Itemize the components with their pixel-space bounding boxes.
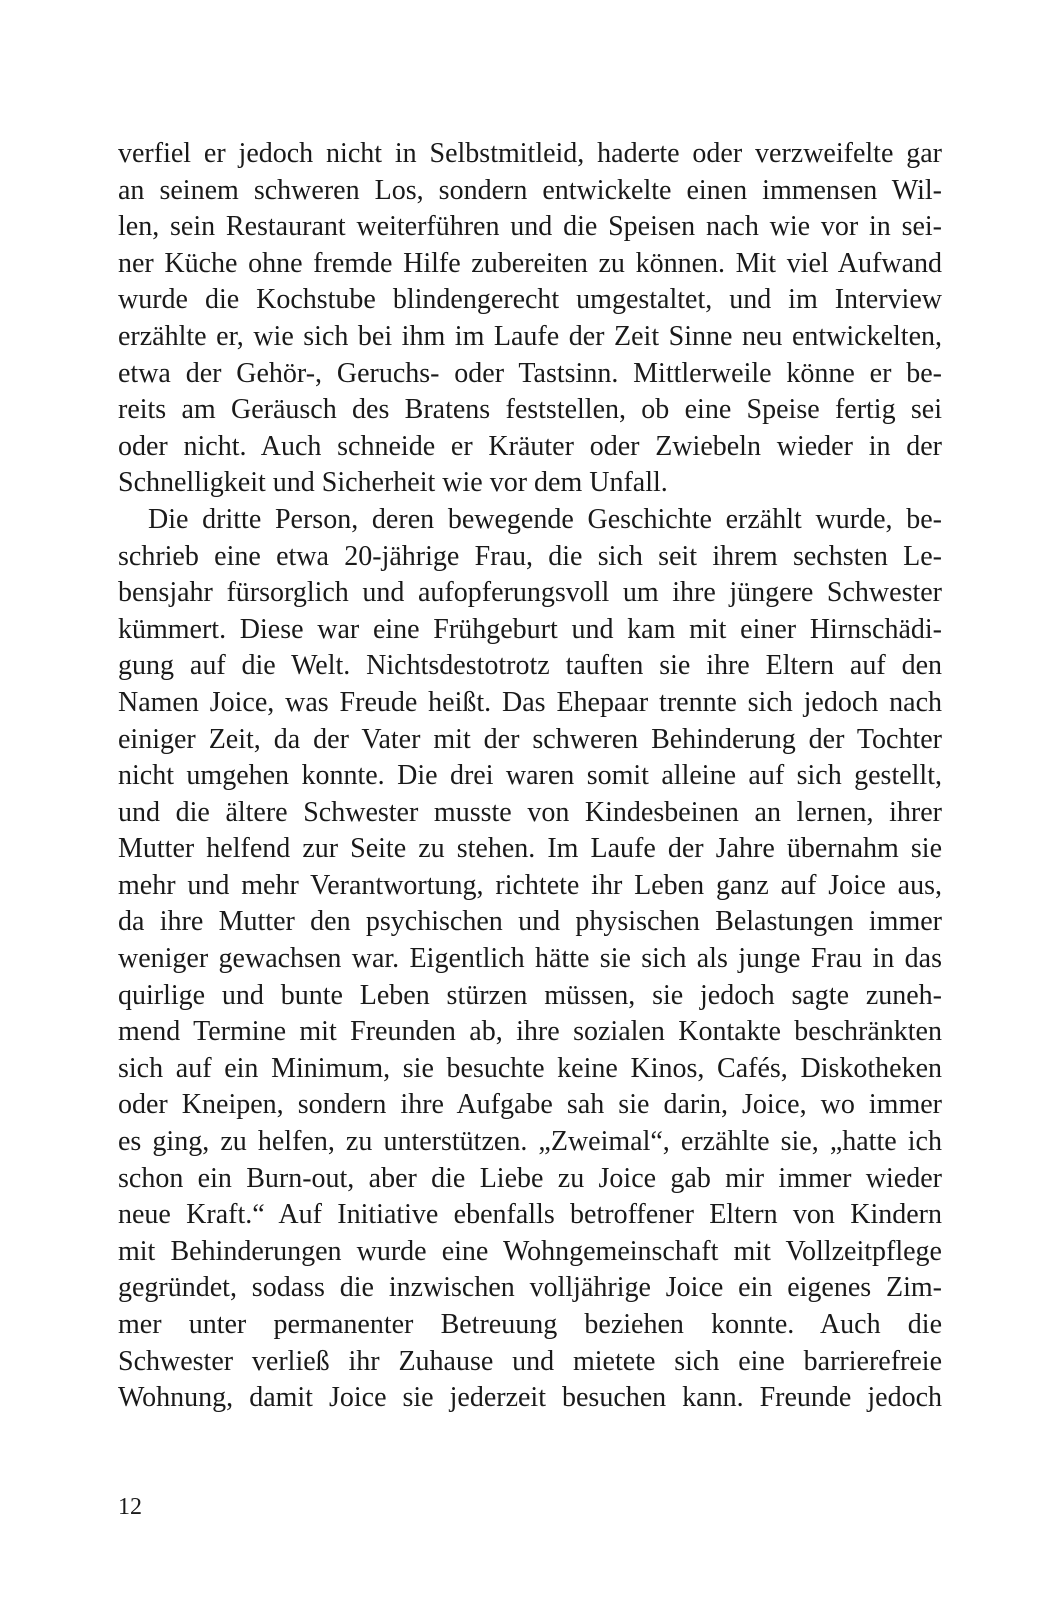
text-line: Schnelligkeit und Sicherheit wie vor dem Unfall. bbox=[118, 467, 668, 499]
text-line: an seinem schweren Los, sondern entwickelte einen immensen Wil- bbox=[118, 174, 942, 206]
paragraph bbox=[118, 502, 942, 1417]
text-line: mehr und mehr Verantwortung, richtete ihr Leben ganz auf Joice aus, bbox=[118, 869, 942, 901]
text-line: oder nicht. Auch schneide er Kräuter oder Zwiebeln wieder in der bbox=[118, 430, 942, 462]
text-line: kümmert. Diese war eine Frühgeburt und kam mit einer Hirnschädi- bbox=[118, 613, 942, 645]
text-line: mit Behinderungen wurde eine Wohngemeinschaft mit Vollzeitpflege bbox=[118, 1235, 942, 1267]
text-line: etwa der Gehör-, Geruchs- oder Tastsinn. Mittlerweile könne er be- bbox=[118, 357, 942, 389]
text-line: gegründet, sodass die inzwischen volljährige Joice ein eigenes Zim- bbox=[118, 1272, 942, 1304]
text-line: verfiel er jedoch nicht in Selbstmitleid, haderte oder verzweifelte gar bbox=[118, 138, 942, 169]
text-line: schrieb eine etwa 20-jährige Frau, die sich seit ihrem sechsten Le- bbox=[118, 540, 942, 572]
text-line: mend Termine mit Freunden ab, ihre sozialen Kontakte beschränkten bbox=[118, 1016, 942, 1048]
text-line: schon ein Burn-out, aber die Liebe zu Joice gab mir immer wieder bbox=[118, 1162, 942, 1194]
text-line: Mutter helfend zur Seite zu stehen. Im Laufe der Jahre übernahm sie bbox=[118, 833, 942, 865]
text-line: quirlige und bunte Leben stürzen müssen, sie jedoch sagte zuneh- bbox=[118, 979, 942, 1011]
text-line: erzählte er, wie sich bei ihm im Laufe der Zeit Sinne neu entwickelten, bbox=[118, 320, 942, 352]
text-line: bensjahr fürsorglich und aufopferungsvoll um ihre jüngere Schwester bbox=[118, 577, 942, 609]
page-number: 12 bbox=[118, 1494, 142, 1520]
text-line: einiger Zeit, da der Vater mit der schweren Behinderung der Tochter bbox=[118, 723, 942, 755]
text-line: weniger gewachsen war. Eigentlich hätte sie sich als junge Frau in das bbox=[118, 943, 942, 975]
text-line: Namen Joice, was Freude heißt. Das Ehepaar trennte sich jedoch nach bbox=[118, 686, 942, 718]
text-line: reits am Geräusch des Bratens feststellen, ob eine Speise fertig sei bbox=[118, 394, 942, 426]
text-line: wurde die Kochstube blindengerecht umgestaltet, und im Interview bbox=[118, 284, 942, 316]
text-line: sich auf ein Minimum, sie besuchte keine Kinos, Cafés, Diskotheken bbox=[118, 1052, 942, 1084]
text-line: Wohnung, damit Joice sie jederzeit besuchen kann. Freunde jedoch bbox=[118, 1382, 942, 1414]
text-line: nicht umgehen konnte. Die drei waren somit alleine auf sich gestellt, bbox=[118, 760, 942, 792]
text-line: ner Küche ohne fremde Hilfe zubereiten zu können. Mit viel Aufwand bbox=[118, 247, 942, 279]
text-line: neue Kraft.“ Auf Initiative ebenfalls betroffener Eltern von Kindern bbox=[118, 1199, 942, 1231]
text-line: len, sein Restaurant weiterführen und die Speisen nach wie vor in sei- bbox=[118, 211, 942, 243]
text-line: gung auf die Welt. Nichtsdestotrotz tauften sie ihre Eltern auf den bbox=[118, 650, 942, 682]
text-line: da ihre Mutter den psychischen und physischen Belastungen immer bbox=[118, 906, 942, 938]
text-line: oder Kneipen, sondern ihre Aufgabe sah sie darin, Joice, wo immer bbox=[118, 1089, 942, 1121]
body-text bbox=[118, 136, 942, 1417]
text-line: es ging, zu helfen, zu unterstützen. „Zweimal“, erzählte sie, „hatte ich bbox=[118, 1126, 942, 1158]
text-line: und die ältere Schwester musste von Kindesbeinen an lernen, ihrer bbox=[118, 796, 942, 828]
text-line: Die dritte Person, deren bewegende Geschichte erzählt wurde, be- bbox=[148, 503, 942, 535]
paragraph bbox=[118, 136, 942, 502]
text-line: Schwester verließ ihr Zuhause und mietete sich eine barrierefreie bbox=[118, 1345, 942, 1377]
text-line: mer unter permanenter Betreuung beziehen konnte. Auch die bbox=[118, 1309, 942, 1340]
